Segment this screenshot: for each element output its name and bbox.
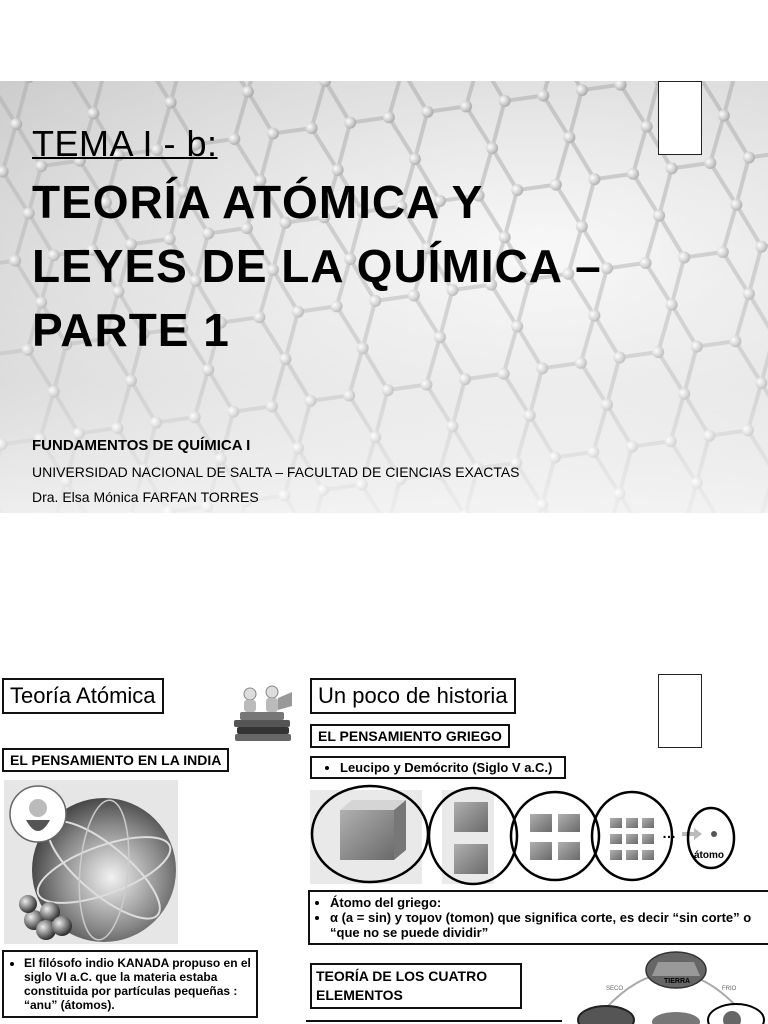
frio-label: FRIO [722, 986, 737, 992]
university-name: UNIVERSIDAD NACIONAL DE SALTA – FACULTAD DE CIENCIAS EXACTAS [32, 464, 520, 480]
leucipo-text: • Leucipo y Demócrito (Siglo V a.C.) [340, 760, 552, 775]
kanada-text: • El filósofo indio KANADA propuso en el siglo VI a.C. que la materia estaba constituida por partículas pequeñas : “anu” (átomos). [24, 956, 252, 1012]
svg-text:…: … [662, 825, 676, 841]
greek-heading: EL PENSAMIENTO GRIEGO [310, 724, 510, 748]
four-elements-heading: TEORÍA DE LOS CUATRO ELEMENTOS [310, 963, 522, 1009]
course-name: FUNDAMENTOS DE QUÍMICA I [32, 437, 251, 454]
title-slide [0, 81, 768, 513]
tierra-label: TIERRA [664, 978, 691, 985]
atomo-label: átomo [694, 850, 724, 861]
cube-division-diagram [310, 784, 760, 888]
books-readers-icon [232, 684, 296, 744]
placeholder-box [658, 81, 702, 155]
title-line-3: PARTE 1 [32, 304, 230, 356]
bottom-box-edge [306, 1020, 562, 1024]
kanada-text-box [2, 950, 258, 1018]
india-heading: EL PENSAMIENTO EN LA INDIA [2, 748, 229, 772]
title-line-2: LEYES DE LA QUÍMICA – [32, 240, 602, 292]
topic-label: TEMA I - b: [32, 123, 218, 164]
atomo-definition-box [308, 890, 768, 945]
kanada-cosmos-illustration [4, 780, 178, 944]
leucipo-box [310, 756, 566, 779]
author-name: Dra. Elsa Mónica FARFAN TORRES [32, 489, 259, 505]
history-slide [0, 660, 768, 1024]
title-line-1: TEORÍA ATÓMICA Y [32, 176, 484, 228]
slide-heading: Teoría Atómica [2, 678, 164, 714]
atomo-bullet-2: • α (a = sin) y τομον (tomon) que significa corte, es decir “sin corte” o “que no se puede dividir” [330, 910, 764, 940]
atomo-bullet-1: • Átomo del griego: [330, 895, 764, 910]
placeholder-box [658, 674, 702, 748]
history-heading: Un poco de historia [310, 678, 516, 714]
seco-label: SECO [606, 986, 624, 992]
four-elements-diagram [576, 948, 768, 1024]
